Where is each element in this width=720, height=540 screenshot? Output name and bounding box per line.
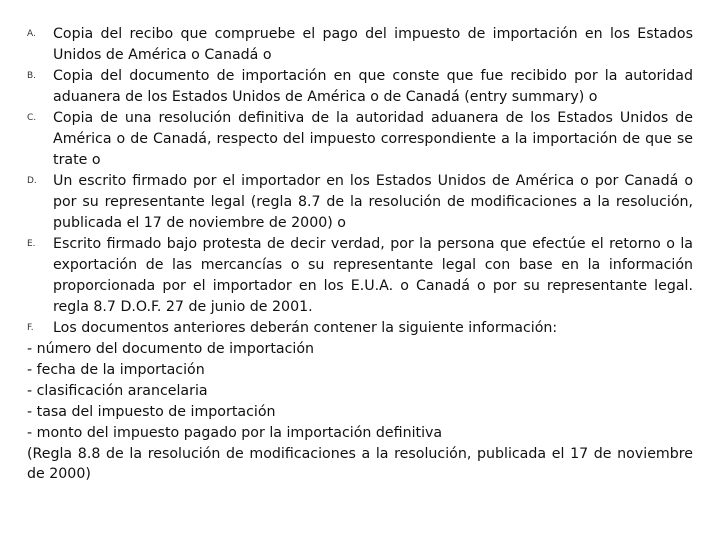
document-page	[27, 24, 693, 484]
list-item-a	[27, 24, 693, 66]
regulation-note: (Regla 8.8 de la resolución de modificaciones a la resolución, publicada el 17 de noviembre de 2000)	[27, 446, 693, 482]
list-item-d	[27, 171, 693, 234]
list-item-text: Copia del documento de importación en que conste que fue recibido por la autoridad aduanera de los Estados Unidos de América o de Canadá (entry summary) o	[53, 68, 693, 105]
list-item-b	[27, 66, 693, 108]
list-item-e	[27, 234, 693, 318]
info-line-tariff-classification: - clasificación arancelaria	[27, 383, 208, 399]
list-item-text: Copia de una resolución definitiva de la autoridad aduanera de los Estados Unidos de América o de Canadá, respecto del impuesto correspondiente a la importación de que se trate o	[53, 110, 693, 168]
list-marker: B.	[27, 71, 37, 81]
list-item-text: Copia del recibo que compruebe el pago del impuesto de importación en los Estados Unidos de América o Canadá o	[53, 26, 693, 63]
list-marker: E.	[27, 239, 36, 249]
list-item-f	[27, 318, 693, 339]
list-item-text: Un escrito firmado por el importador en los Estados Unidos de América o por Canadá o por su representante legal (regla 8.7 de la resolución de modificaciones a la resolución, publicada el 17 de noviembre de 2000) o	[53, 173, 693, 231]
list-marker: D.	[27, 176, 37, 186]
info-line-tax-amount: - monto del impuesto pagado por la importación definitiva	[27, 425, 443, 441]
list-marker: C.	[27, 113, 37, 123]
info-line-import-date: - fecha de la importación	[27, 362, 205, 378]
info-line-tax-rate: - tasa del impuesto de importación	[27, 404, 276, 420]
list-item-text: Los documentos anteriores deberán contener la siguiente información:	[53, 320, 558, 336]
list-marker: F.	[27, 323, 34, 333]
list-item-text: Escrito firmado bajo protesta de decir verdad, por la persona que efectúe el retorno o la exportación de las mercancías o su representante legal con base en la información proporcionada por el importador en los E.U.A. o Canadá o por su representante legal. regla 8.7 D.O.F. 27 de junio de 2001.	[53, 236, 693, 315]
list-marker: A.	[27, 29, 36, 39]
list-item-c	[27, 108, 693, 171]
info-line-document-number: - número del documento de importación	[27, 341, 315, 357]
